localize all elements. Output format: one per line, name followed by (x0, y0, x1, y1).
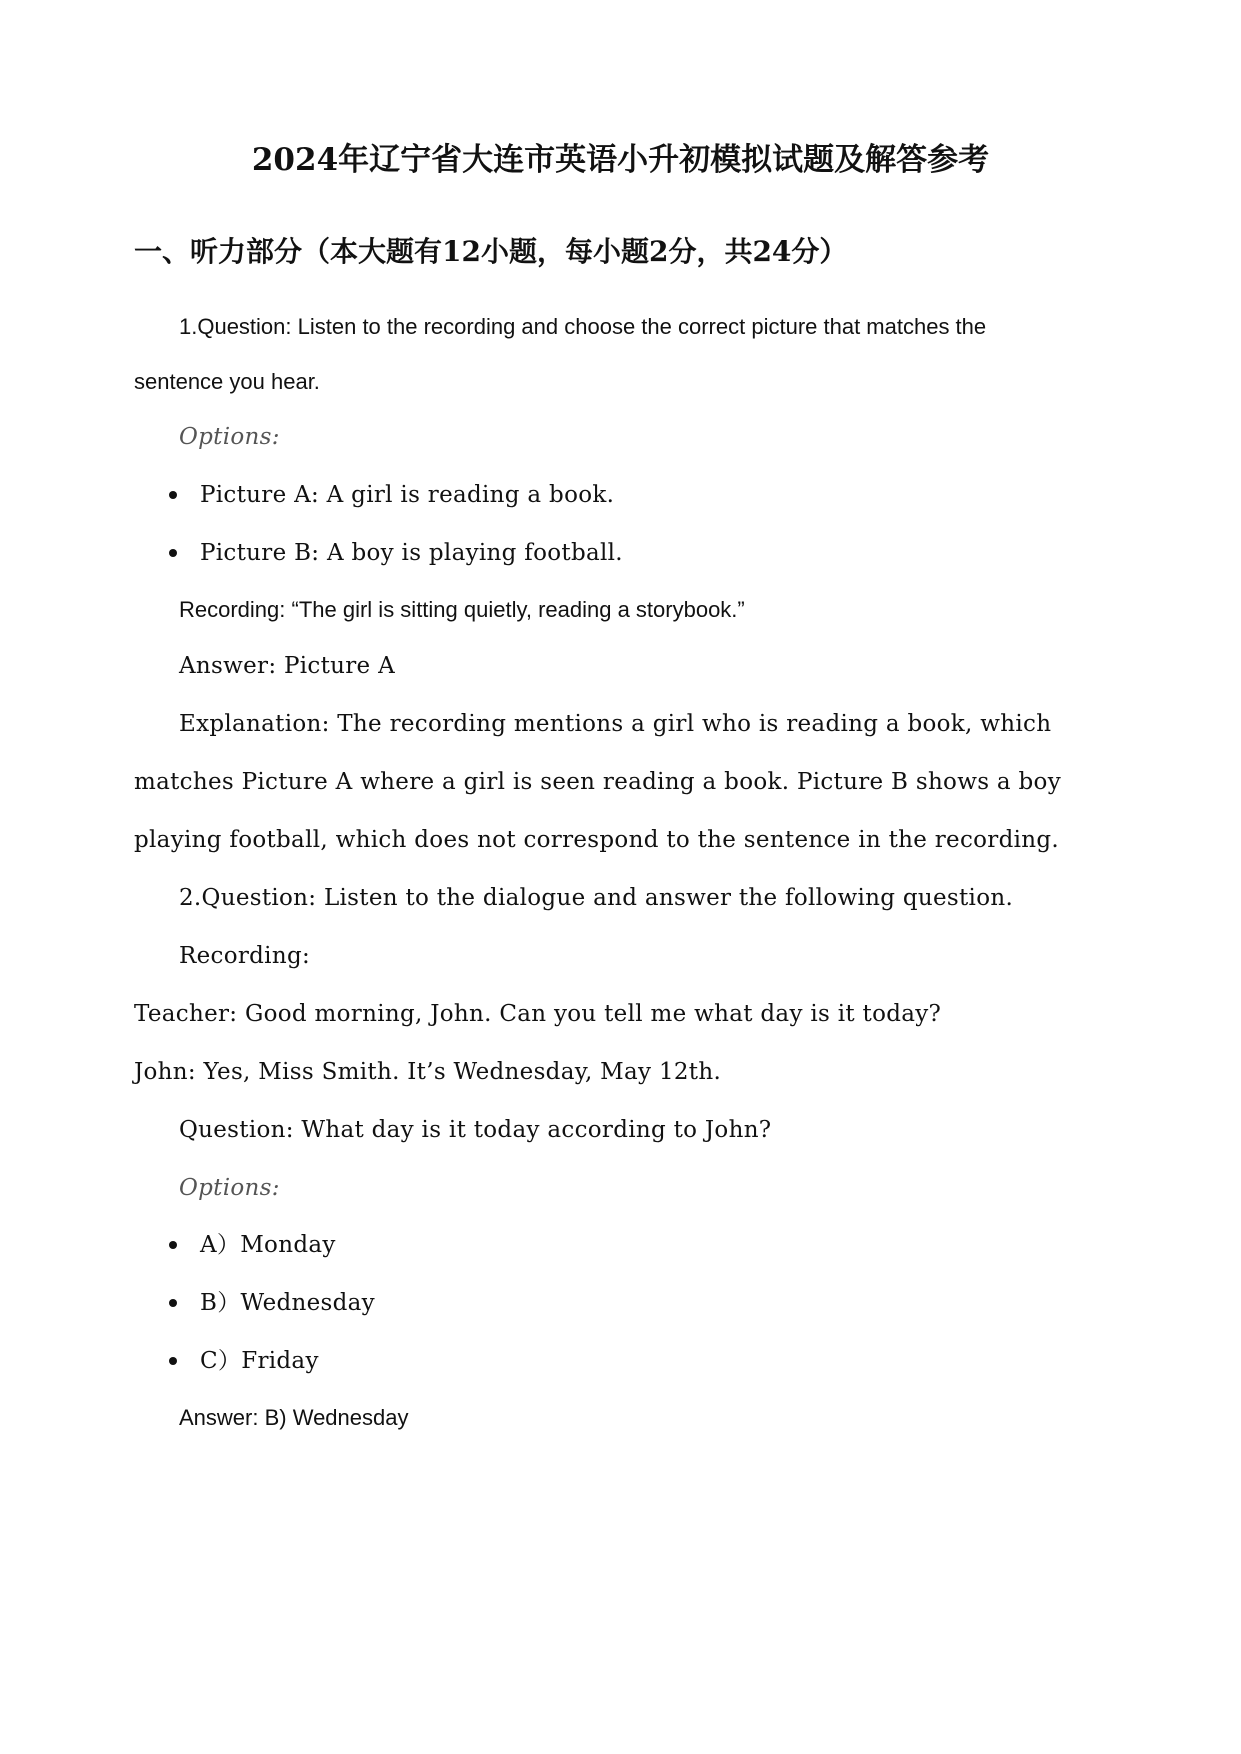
bullet-icon (169, 1299, 177, 1307)
q1-question-line2: sentence you hear. (134, 369, 320, 394)
q1-question-line1: 1.Question: Listen to the recording and choose the correct picture that matches the (179, 314, 987, 339)
q1-explanation-line2: matches Picture A where a girl is seen reading a book. Picture B shows a boy (134, 769, 1061, 795)
section-heading: 一、听力部分（本大题有12小题，每小题2分，共24分） (134, 235, 848, 268)
q2-option-c: C）Friday (200, 1348, 319, 1374)
q1-option-a: Picture A: A girl is reading a book. (200, 482, 615, 508)
q2-option-a: A）Monday (200, 1232, 336, 1258)
page-title: 2024年辽宁省大连市英语小升初模拟试题及解答参考 (251, 142, 990, 178)
q2-dialogue-teacher: Teacher: Good morning, John. Can you tell me what day is it today? (134, 1001, 942, 1027)
q2-question: 2.Question: Listen to the dialogue and answer the following question. (179, 885, 1014, 911)
bullet-icon (169, 549, 177, 557)
q2-recording-label: Recording: (179, 943, 311, 969)
q1-recording: Recording: “The girl is sitting quietly, reading a storybook.” (179, 597, 745, 622)
q1-options-label: Options: (179, 424, 280, 450)
q1-explanation-line1: Explanation: The recording mentions a girl who is reading a book, which (179, 711, 1052, 737)
q1-answer: Answer: Picture A (179, 653, 395, 679)
q2-options-label: Options: (179, 1175, 280, 1201)
q1-option-b: Picture B: A boy is playing football. (200, 540, 623, 566)
bullet-icon (169, 1357, 177, 1365)
bullet-icon (169, 491, 177, 499)
q2-dialogue-john: John: Yes, Miss Smith. It’s Wednesday, May 12th. (134, 1059, 722, 1085)
q2-answer: Answer: B) Wednesday (179, 1405, 409, 1430)
q2-sub-question: Question: What day is it today according to John? (179, 1117, 772, 1143)
bullet-icon (169, 1241, 177, 1249)
q2-option-b: B）Wednesday (200, 1290, 375, 1316)
q1-explanation-line3: playing football, which does not correspond to the sentence in the recording. (134, 827, 1060, 853)
